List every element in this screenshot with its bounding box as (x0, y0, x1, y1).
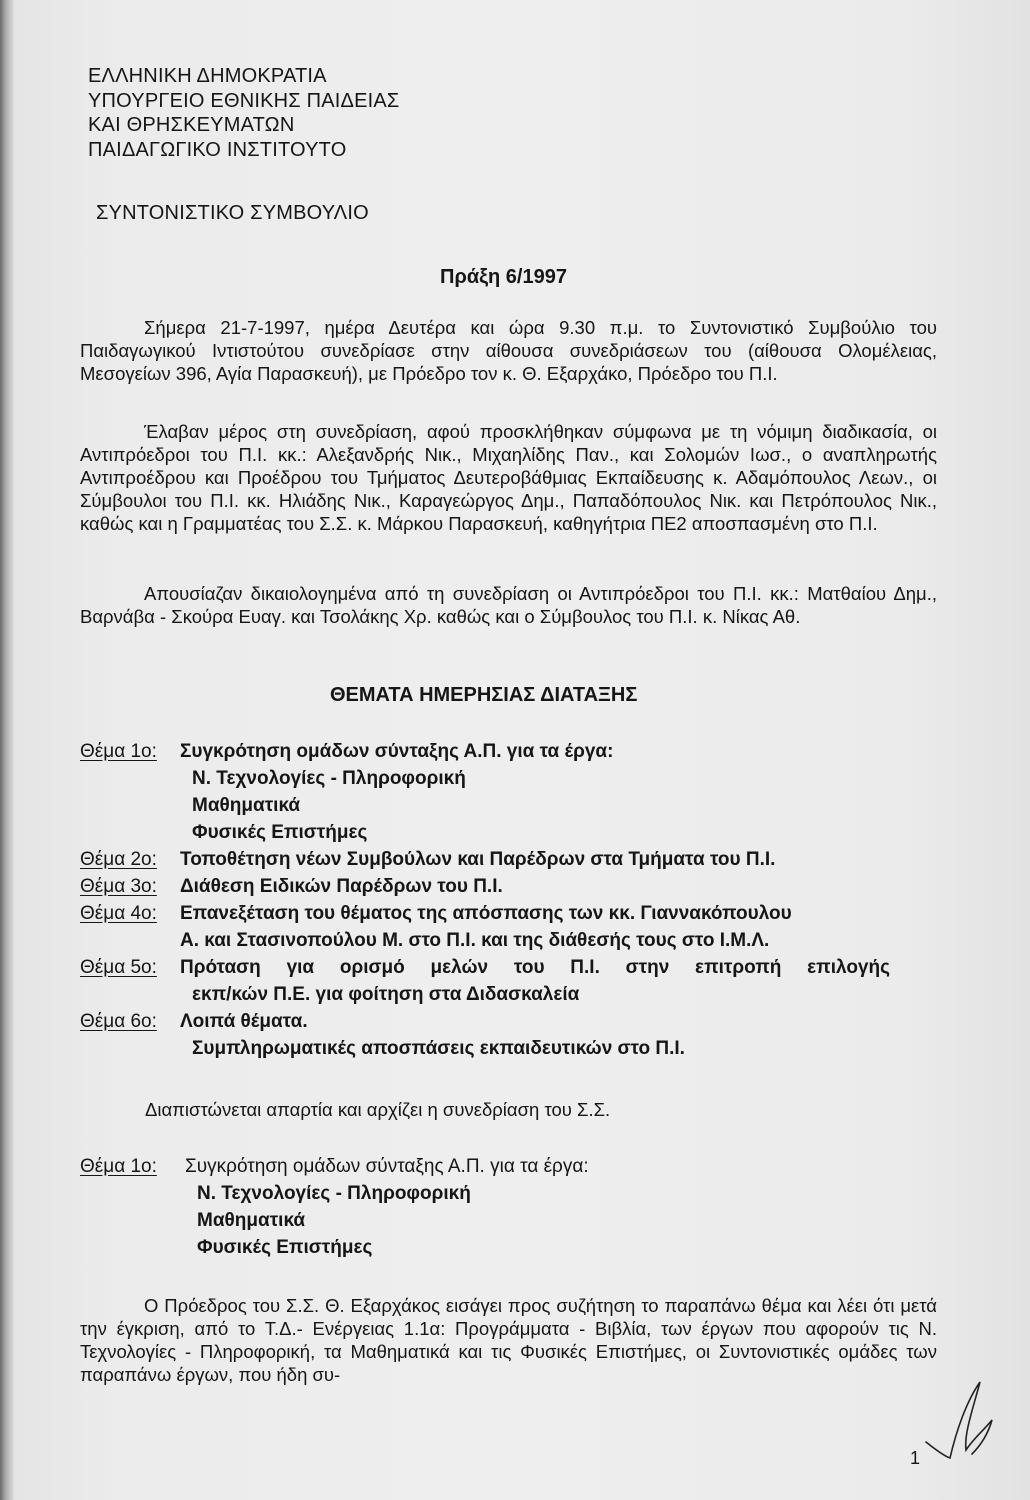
issuer-header (88, 64, 400, 162)
discussion-topic (80, 1153, 960, 1261)
agenda-item-text: Διάθεση Ειδικών Παρέδρων του Π.Ι. (180, 876, 503, 897)
agenda-item (80, 846, 960, 873)
header-line: ΕΛΛΗΝΙΚΗ ΔΗΜΟΚΡΑΤΙΑ (88, 65, 327, 87)
agenda-item-label: Θέμα 5ο: (80, 957, 157, 978)
agenda-item-text: Α. και Στασινοπούλου Μ. στο Π.Ι. και της διάθεσής τους στο Ι.Μ.Λ. (180, 930, 770, 951)
intro-paragraph-2 (80, 420, 937, 535)
agenda-item (80, 873, 960, 900)
agenda-item-text: Πρόταση για ορισμό μελών του Π.Ι. στην επιτροπή επιλογής (180, 957, 890, 978)
agenda-item-text: Επανεξέταση του θέματος της απόσπασης των κκ. Γιαννακόπουλου (180, 903, 792, 924)
header-line: ΚΑΙ ΘΡΗΣΚΕΥΜΑΤΩΝ (88, 114, 295, 136)
header-line: ΥΠΟΥΡΓΕΙΟ ΕΘΝΙΚΗΣ ΠΑΙΔΕΙΑΣ (88, 89, 400, 112)
agenda-item-text: εκπ/κών Π.Ε. για φοίτηση στα Διδασκαλεία (192, 984, 580, 1005)
agenda-item-label: Θέμα 2ο: (80, 849, 157, 870)
agenda-item-label: Θέμα 1ο: (80, 741, 157, 762)
agenda-item-text: Τοποθέτηση νέων Συμβούλων και Παρέδρων στα Τμήματα του Π.Ι. (180, 849, 776, 870)
agenda-item-text: Ν. Τεχνολογίες - Πληροφορική (192, 768, 466, 789)
discussion-text: Συγκρότηση ομάδων σύνταξης Α.Π. για τα έργα: (185, 1156, 589, 1177)
agenda-item-text: Φυσικές Επιστήμες (192, 822, 368, 843)
discussion-text: Μαθηματικά (197, 1210, 306, 1231)
agenda-item-text: Λοιπά θέματα. (180, 1011, 308, 1032)
agenda-item (80, 954, 960, 1008)
handwritten-signature (922, 1372, 1002, 1462)
paragraph-text: Σήμερα 21-7-1997, ημέρα Δευτέρα και ώρα 9.30 π.μ. το Συντονιστικό Συμβούλιο του Παιδαγωγικού Ιντιστούτου συνεδρίασε στην αίθουσα συνεδριάσεων του (αίθουσα Ολομέλειας, Μεσογείων 396, Αγία Παρασκευή), με Πρόεδρο τον κ. Θ. Εξαρχάκο, Πρόεδρο του Π.Ι. (80, 317, 937, 384)
agenda-item (80, 900, 960, 954)
scan-binding-edge (0, 0, 14, 1500)
agenda-item-text: Συμπληρωματικές αποσπάσεις εκπαιδευτικών στο Π.Ι. (192, 1038, 685, 1059)
paragraph-text: Έλαβαν μέρος στη συνεδρίαση, αφού προσκλήθηκαν σύμφωνα με τη νόμιμη διαδικασία, οι Αντιπρόεδροι του Π.Ι. κκ.: Αλεξανδρής Νικ., Μιχαηλίδης Παν., και Σολομών Ιωσ., ο αναπληρωτής Αντιπροέδρου και Προέδρου του Τμήματος Δευτεροβάθμιας Εκπαίδευσης κ. Αδαμόπουλος Λεων., οι Σύμβουλοι του Π.Ι. κκ. Ηλιάδης Νικ., Καραγεώργος Δημ., Παπαδόπουλος Νικ. και Πετρόπουλος Νικ., καθώς και η Γραμματέας του Σ.Σ. κ. Μάρκου Παρασκευή, καθηγήτρια ΠΕ2 αποσπασμένη στο Π.Ι. (80, 421, 937, 534)
agenda-list (80, 738, 960, 1062)
agenda-item-text: Μαθηματικά (192, 795, 301, 816)
header-line: ΠΑΙΔΑΓΩΓΙΚΟ ΙΝΣΤΙΤΟΥΤΟ (88, 138, 347, 161)
agenda-item-label: Θέμα 3ο: (80, 876, 157, 897)
paragraph-text: Απουσίαζαν δικαιολογημένα από τη συνεδρίαση οι Αντιπρόεδροι του Π.Ι. κκ.: Ματθαίου Δημ., Βαρνάβα - Σκούρα Ευαγ. και Τσολάκης Χρ. καθώς και ο Σύμβουλος του Π.Ι. κ. Νίκας Αθ. (80, 583, 937, 627)
council-name: ΣΥΝΤΟΝΙΣΤΙΚΟ ΣΥΜΒΟΥΛΙΟ (96, 202, 369, 224)
agenda-title: ΘΕΜΑΤΑ ΗΜΕΡΗΣΙΑΣ ΔΙΑΤΑΞΗΣ (330, 684, 638, 706)
discussion-paragraph (80, 1294, 937, 1386)
discussion-text: Φυσικές Επιστήμες (197, 1237, 373, 1258)
act-title: Πράξη 6/1997 (440, 266, 567, 288)
agenda-item (80, 1008, 960, 1062)
intro-paragraph-1 (80, 316, 937, 385)
discussion-text: Ν. Τεχνολογίες - Πληροφορική (197, 1183, 471, 1204)
agenda-item-label: Θέμα 4ο: (80, 903, 157, 924)
agenda-item-text: Συγκρότηση ομάδων σύνταξης Α.Π. για τα έργα: (180, 741, 614, 762)
agenda-item-label: Θέμα 6ο: (80, 1011, 157, 1032)
quorum-statement: Διαπιστώνεται απαρτία και αρχίζει η συνεδρίαση του Σ.Σ. (145, 1099, 611, 1120)
discussion-label: Θέμα 1ο: (80, 1156, 157, 1177)
paragraph-text: Ο Πρόεδρος του Σ.Σ. Θ. Εξαρχάκος εισάγει προς συζήτηση το παραπάνω θέμα και λέει ότι μετά την έγκριση, από το Τ.Δ.- Ενέργειας 1.1α: Προγράμματα - Βιβλία, των έργων που αφορούν τις Ν. Τεχνολογίες - Πληροφορική, τα Μαθηματικά και τις Φυσικές Επιστήμες, οι Συντονιστικές ομάδες των παραπάνω έργων, που ήδη συ- (80, 1295, 937, 1385)
page-number: 1 (910, 1448, 921, 1468)
intro-paragraph-3 (80, 582, 937, 628)
agenda-item (80, 738, 960, 846)
